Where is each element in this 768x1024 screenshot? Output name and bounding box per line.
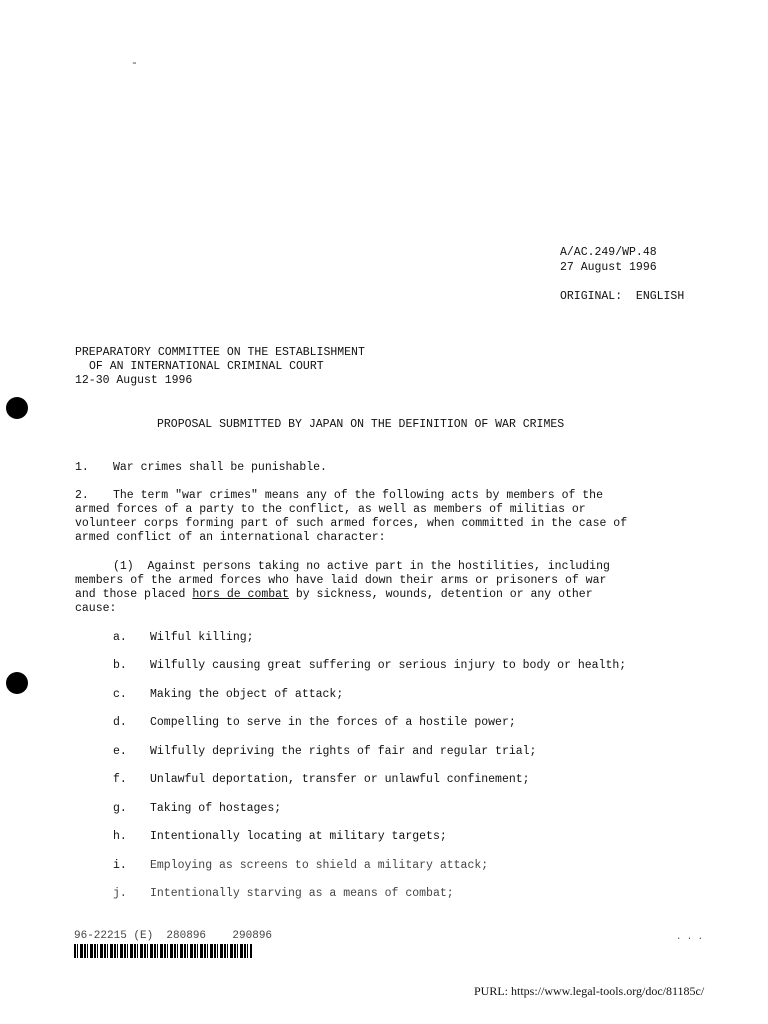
item-letter: i. — [113, 859, 127, 872]
sub1-line-1: (1) Against persons taking no active part in the hostilities, including — [113, 560, 610, 573]
document-symbol: A/AC.249/WP.48 — [560, 246, 657, 259]
item-text: Unlawful deportation, transfer or unlawful confinement; — [150, 773, 530, 786]
item-letter: d. — [113, 716, 127, 729]
proposal-title: PROPOSAL SUBMITTED BY JAPAN ON THE DEFINITION OF WAR CRIMES — [157, 418, 565, 431]
item-letter: e. — [113, 745, 127, 758]
item-letter: b. — [113, 659, 127, 672]
sub1-line-2: members of the armed forces who have laid down their arms or prisoners of war — [75, 574, 607, 587]
item-text: Wilfully depriving the rights of fair and regular trial; — [150, 745, 537, 758]
stray-mark: - — [131, 57, 138, 70]
para1-text: War crimes shall be punishable. — [113, 461, 327, 474]
original-language: ORIGINAL: ENGLISH — [560, 290, 685, 303]
item-text: Employing as screens to shield a military attack; — [150, 859, 489, 872]
purl-link[interactable]: PURL: https://www.legal-tools.org/doc/81185c/ — [474, 984, 705, 998]
sub1-line-3a: and those placed — [75, 588, 193, 601]
trailing-dots: . . . — [676, 932, 704, 942]
document-date: 27 August 1996 — [560, 261, 657, 274]
committee-line-2: OF AN INTERNATIONAL CRIMINAL COURT — [89, 360, 324, 373]
job-number: 96-22215 (E) 280896 290896 — [74, 930, 273, 942]
item-letter: h. — [113, 830, 127, 843]
item-letter: j. — [113, 887, 127, 900]
item-text: Making the object of attack; — [150, 688, 344, 701]
para2-line-3: volunteer corps forming part of such armed forces, when committed in the case of — [75, 517, 628, 530]
para2-line-2: armed forces of a party to the conflict, as well as members of militias or — [75, 503, 586, 516]
sub1-line-3b: by sickness, wounds, detention or any other — [288, 588, 593, 601]
item-letter: c. — [113, 688, 127, 701]
item-text: Intentionally starving as a means of combat; — [150, 887, 454, 900]
item-text: Wilfully causing great suffering or serious injury to body or health; — [150, 659, 627, 672]
item-text: Taking of hostages; — [150, 802, 282, 815]
para2-number: 2. — [75, 489, 89, 502]
item-letter: a. — [113, 631, 127, 644]
punch-hole-icon — [6, 672, 28, 694]
para1-number: 1. — [75, 461, 89, 474]
para2-line-4: armed conflict of an international character: — [75, 531, 386, 544]
item-text: Wilful killing; — [150, 631, 254, 644]
barcode-icon — [74, 944, 252, 958]
item-letter: f. — [113, 773, 127, 786]
para2-line-1: The term "war crimes" means any of the following acts by members of the — [113, 489, 603, 502]
session-dates: 12-30 August 1996 — [75, 374, 193, 387]
item-letter: g. — [113, 802, 127, 815]
item-text: Compelling to serve in the forces of a hostile power; — [150, 716, 516, 729]
punch-hole-icon — [6, 397, 28, 419]
sub1-line-4: cause: — [75, 602, 117, 615]
sub1-line-3 — [75, 588, 593, 603]
committee-line-1: PREPARATORY COMMITTEE ON THE ESTABLISHMENT — [75, 346, 365, 359]
item-text: Intentionally locating at military targets; — [150, 830, 447, 843]
hors-de-combat: hors de combat — [192, 588, 289, 601]
